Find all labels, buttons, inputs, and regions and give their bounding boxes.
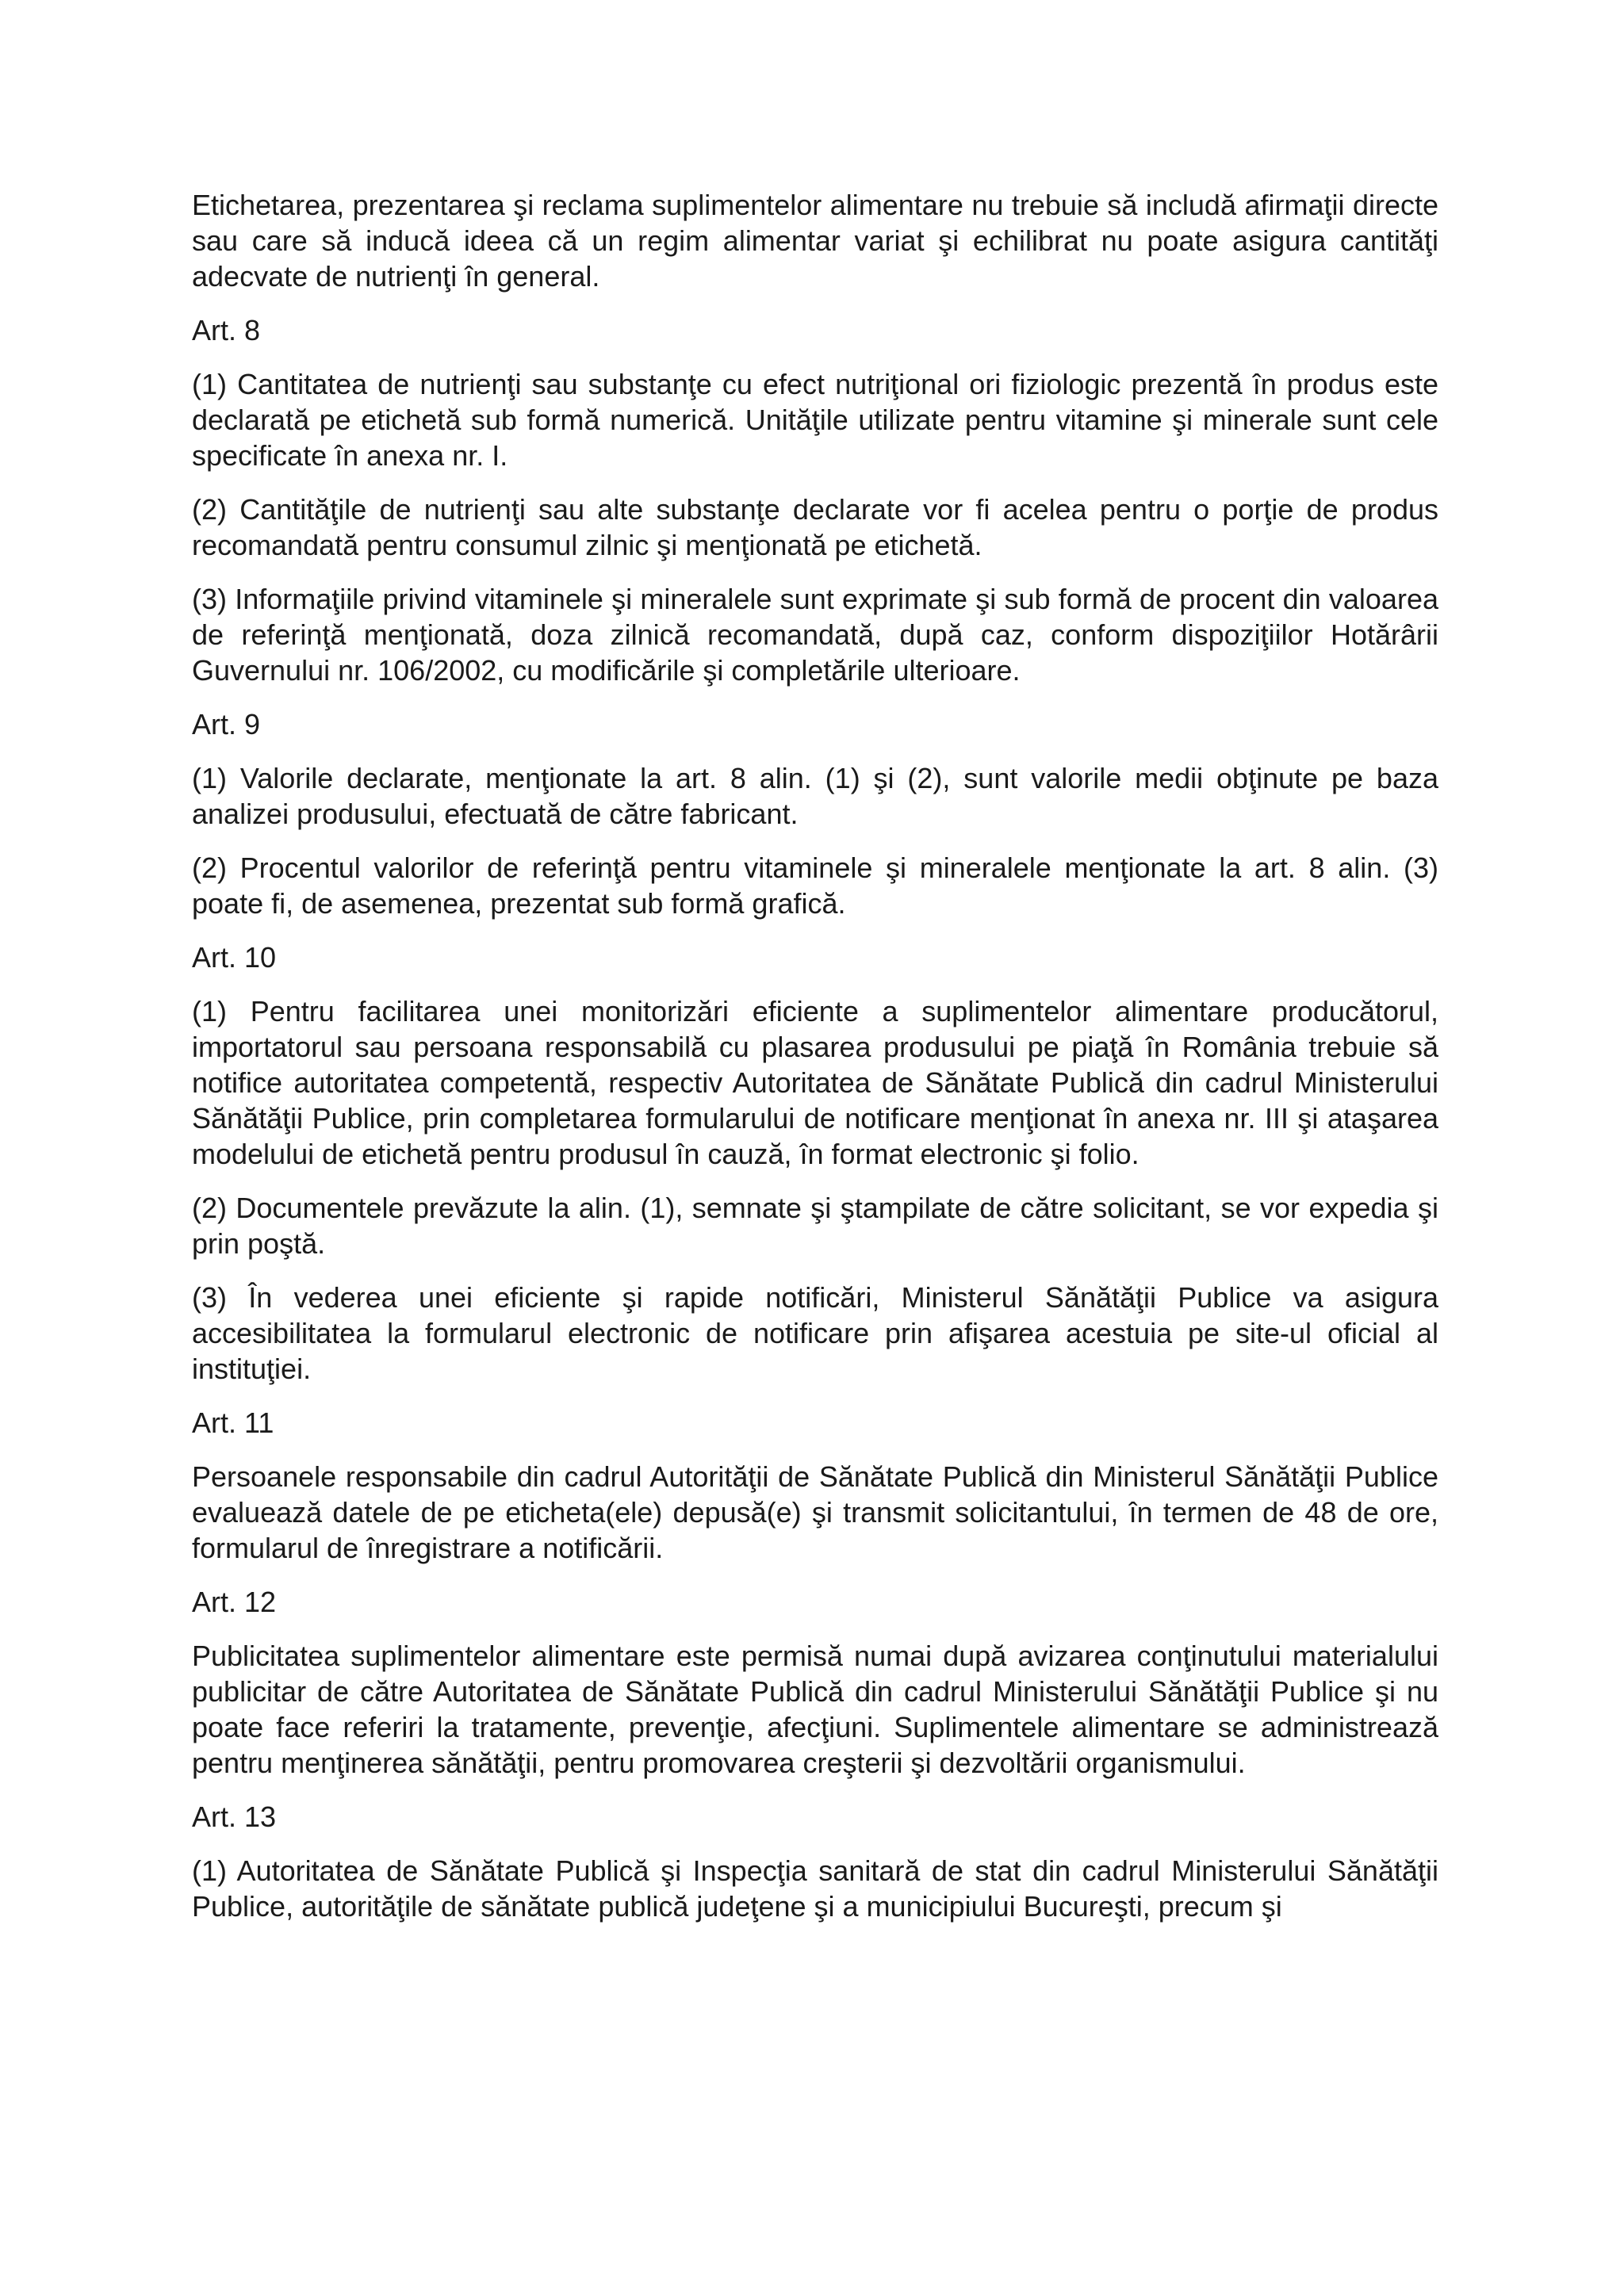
article-heading: Art. 12 xyxy=(192,1586,277,1618)
paragraph: (1) Valorile declarate, menţionate la art. 8 alin. (1) şi (2), sunt valorile medii obţinute pe baza analizei produsului, efectuată de către fabricant. xyxy=(192,762,1438,830)
paragraph: (1) Cantitatea de nutrienţi sau substanţe cu efect nutriţional ori fiziologic prezentă în produs este declarată pe etichetă sub formă numerică. Unităţile utilizate pentru vitamine şi minerale sunt cele specificate în anexa nr. I. xyxy=(192,368,1438,472)
article-heading: Art. 9 xyxy=(192,708,261,740)
paragraph: (3) Informaţiile privind vitaminele şi mineralele sunt exprimate şi sub formă de procent din valoarea de referinţă menţionată, doza zilnică recomandată, după caz, conform dispoziţiilor Hotărârii Guvernului nr. 106/2002, cu modificările şi completările ulterioare. xyxy=(192,583,1438,687)
paragraph: (1) Autoritatea de Sănătate Publică şi Inspecţia sanitară de stat din cadrul Ministerului Sănătăţii Publice, autorităţile de sănătate publică judeţene şi a municipiului Bucureşti, precum şi xyxy=(192,1854,1438,1923)
paragraph: (2) Procentul valorilor de referinţă pentru vitaminele şi mineralele menţionate la art. 8 alin. (3) poate fi, de asemenea, prezentat sub formă grafică. xyxy=(192,851,1438,920)
article-heading: Art. 13 xyxy=(192,1800,277,1833)
paragraph: (3) În vederea unei eficiente şi rapide notificări, Ministerul Sănătăţii Publice va asigura accesibilitatea la formularul electronic de notificare prin afişarea acestuia pe site-ul oficial al instituţiei. xyxy=(192,1281,1438,1385)
article-heading: Art. 11 xyxy=(192,1406,274,1439)
article-heading: Art. 8 xyxy=(192,314,261,346)
paragraph: (2) Cantităţile de nutrienţi sau alte substanţe declarate vor fi acelea pentru o porţie de produs recomandată pentru consumul zilnic şi menţionată pe etichetă. xyxy=(192,493,1438,561)
paragraph: Persoanele responsabile din cadrul Autorităţii de Sănătate Publică din Ministerul Sănătăţii Publice evaluează datele de pe eticheta(ele) depusă(e) şi transmit solicitantului, în termen de 48 de ore, formularul de înregistrare a notificării. xyxy=(192,1460,1438,1564)
paragraph: (1) Pentru facilitarea unei monitorizări eficiente a suplimentelor alimentare producătorul, importatorul sau persoana responsabilă cu plasarea produsului pe piaţă în România trebuie să notifice autoritatea competentă, respectiv Autoritatea de Sănătate Publică din cadrul Ministerului Sănătăţii Publice, prin completarea formularului de notificare menţionat în anexa nr. III şi ataşarea modelului de etichetă pentru produsul în cauză, în format electronic şi folio. xyxy=(192,995,1438,1170)
paragraph: Publicitatea suplimentelor alimentare este permisă numai după avizarea conţinutului materialului publicitar de către Autoritatea de Sănătate Publică din cadrul Ministerului Sănătăţii Publice şi nu poate face referiri la tratamente, prevenţie, afecţiuni. Suplimentele alimentare se administrează pentru menţinerea sănătăţii, pentru promovarea creşterii şi dezvoltării organismului. xyxy=(192,1640,1438,1779)
document-body xyxy=(192,187,1438,1942)
paragraph: (2) Documentele prevăzute la alin. (1), semnate şi ştampilate de către solicitant, se vor expedia şi prin poştă. xyxy=(192,1192,1438,1260)
paragraph: Etichetarea, prezentarea şi reclama suplimentelor alimentare nu trebuie să includă afirmaţii directe sau care să inducă ideea că un regim alimentar variat şi echilibrat nu poate asigura cantităţi adecvate de nutrienţi în general. xyxy=(192,189,1438,293)
article-heading: Art. 10 xyxy=(192,941,277,974)
